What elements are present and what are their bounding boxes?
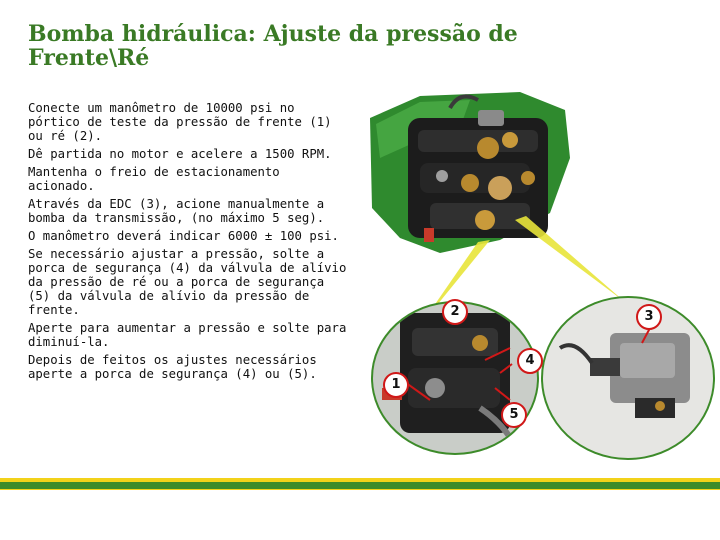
instruction-paragraph: Mantenha o freio de estacionamento acionado. [28, 165, 280, 193]
instruction-paragraph: Conecte um manômetro de 10000 psi no pórtico de teste da pressão de frente (1) ou ré (2). [28, 101, 332, 143]
callout-marker-5: 5 [501, 402, 527, 428]
callout-marker-4: 4 [517, 348, 543, 374]
pump-photos [360, 88, 720, 468]
instruction-paragraph: Aperte para aumentar a pressão e solte para diminuí-la. [28, 321, 347, 349]
callout-marker-2: 2 [442, 299, 468, 325]
instruction-paragraph: Através da EDC (3), acione manualmente a bomba da transmissão, (no máximo 5 seg). [28, 197, 325, 225]
instruction-paragraph: O manômetro deverá indicar 6000 ± 100 psi. [28, 229, 339, 243]
pump-illustration [360, 88, 720, 468]
slide-title: Bomba hidráulica: Ajuste da pressão de Frente\Ré [28, 21, 518, 71]
callout-marker-3: 3 [636, 304, 662, 330]
footer-stripe-green [0, 482, 720, 489]
instruction-paragraph: Depois de feitos os ajustes necessários aperte a porca de segurança (4) ou (5). [28, 353, 317, 381]
instruction-paragraph: Dê partida no motor e acelere a 1500 RPM. [28, 147, 332, 161]
footer-stripe-yellow-thin [0, 489, 720, 490]
edc-inset [540, 293, 720, 468]
callout-pointer [515, 216, 625, 302]
instructions-text [28, 101, 350, 385]
callout-marker-1: 1 [383, 372, 409, 398]
instruction-paragraph: Se necessário ajustar a pressão, solte a porca de segurança (4) da válvula de alívio da pressão de ré ou a porca de segurança (5) da válvula de alívio da pressão de frente. [28, 247, 347, 317]
